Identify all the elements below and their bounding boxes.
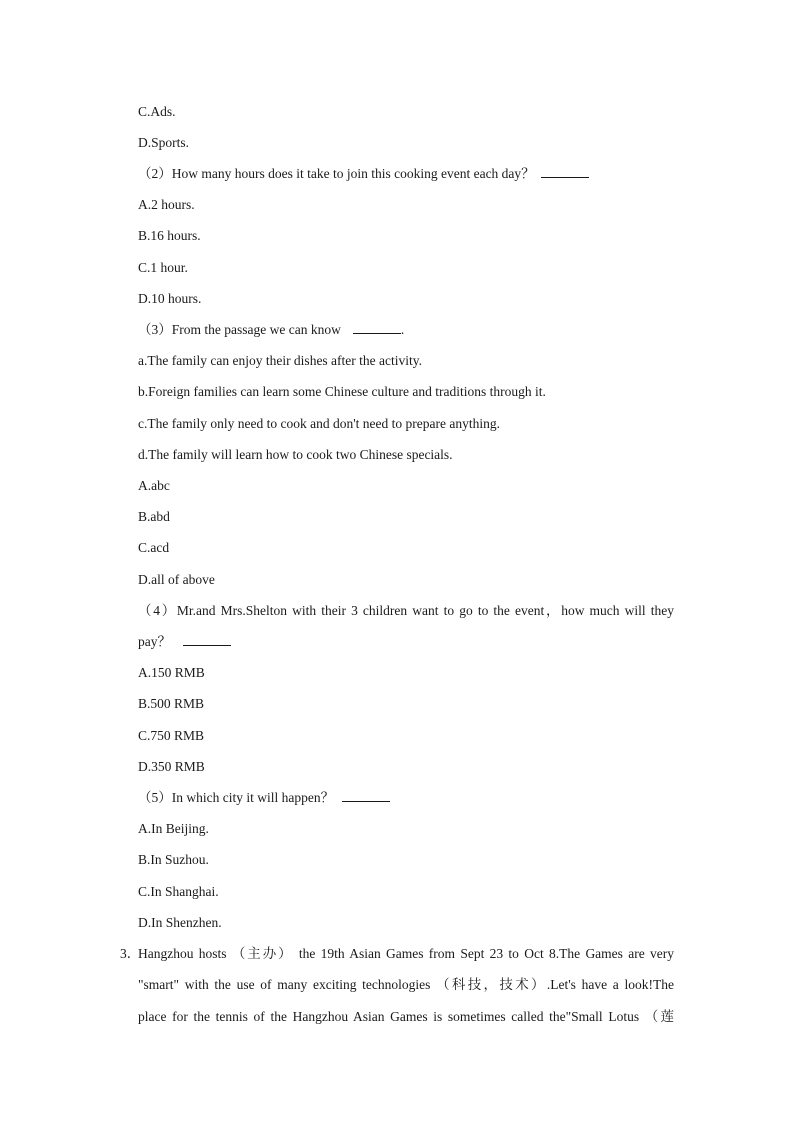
option-a: A.abc	[138, 478, 170, 493]
answer-blank	[342, 789, 390, 802]
passage-line-2: "smart" with the use of many exciting technologies （科技，技术）.Let's have a look!The	[138, 977, 674, 992]
stem-end: .	[400, 322, 405, 337]
option-d: D.In Shenzhen.	[138, 915, 222, 930]
option-b: B.16 hours.	[138, 228, 201, 243]
question-number: 3．	[120, 946, 141, 961]
question-text: pay？	[138, 634, 171, 649]
answer-blank	[353, 321, 401, 334]
option-c: C.1 hour.	[138, 260, 188, 275]
question-text: （3）From the passage we can know	[138, 322, 341, 337]
question-text: （5）In which city it will happen？	[138, 790, 335, 805]
option-c: C.750 RMB	[138, 728, 205, 743]
answer-blank	[183, 633, 231, 646]
option-c: C.In Shanghai.	[138, 884, 219, 899]
option-b: B.abd	[138, 509, 170, 524]
question-3-stem	[138, 321, 404, 339]
option-b: B.500 RMB	[138, 696, 205, 711]
question-4-stem-line2	[138, 633, 231, 651]
answer-blank	[541, 165, 589, 178]
option-d: D.10 hours.	[138, 291, 202, 306]
statement-a: a.The family can enjoy their dishes after the activity.	[138, 353, 423, 368]
passage-line-3: place for the tennis of the Hangzhou Asian Games is sometimes called the"Small Lotus （莲	[138, 1009, 674, 1024]
option-a: A.In Beijing.	[138, 821, 209, 836]
option-c: C.acd	[138, 540, 170, 555]
option-c: C.Ads.	[138, 104, 176, 119]
option-b: B.In Suzhou.	[138, 852, 209, 867]
option-a: A.2 hours.	[138, 197, 195, 212]
statement-b: b.Foreign families can learn some Chinese culture and traditions through it.	[138, 384, 546, 399]
option-d: D.350 RMB	[138, 759, 205, 774]
question-4-stem-line1: （4）Mr.and Mrs.Shelton with their 3 children want to go to the event，how much will they	[138, 603, 674, 618]
passage-line-1: Hangzhou hosts （主办） the 19th Asian Games from Sept 23 to Oct 8.The Games are very	[138, 946, 674, 961]
question-text: （2）How many hours does it take to join this cooking event each day？	[138, 166, 535, 181]
option-d: D.Sports.	[138, 135, 190, 150]
question-5-stem	[138, 789, 390, 807]
question-2-stem	[138, 165, 589, 183]
option-d: D.all of above	[138, 572, 215, 587]
option-a: A.150 RMB	[138, 665, 205, 680]
statement-c: c.The family only need to cook and don't need to prepare anything.	[138, 416, 500, 431]
statement-d: d.The family will learn how to cook two Chinese specials.	[138, 447, 453, 462]
